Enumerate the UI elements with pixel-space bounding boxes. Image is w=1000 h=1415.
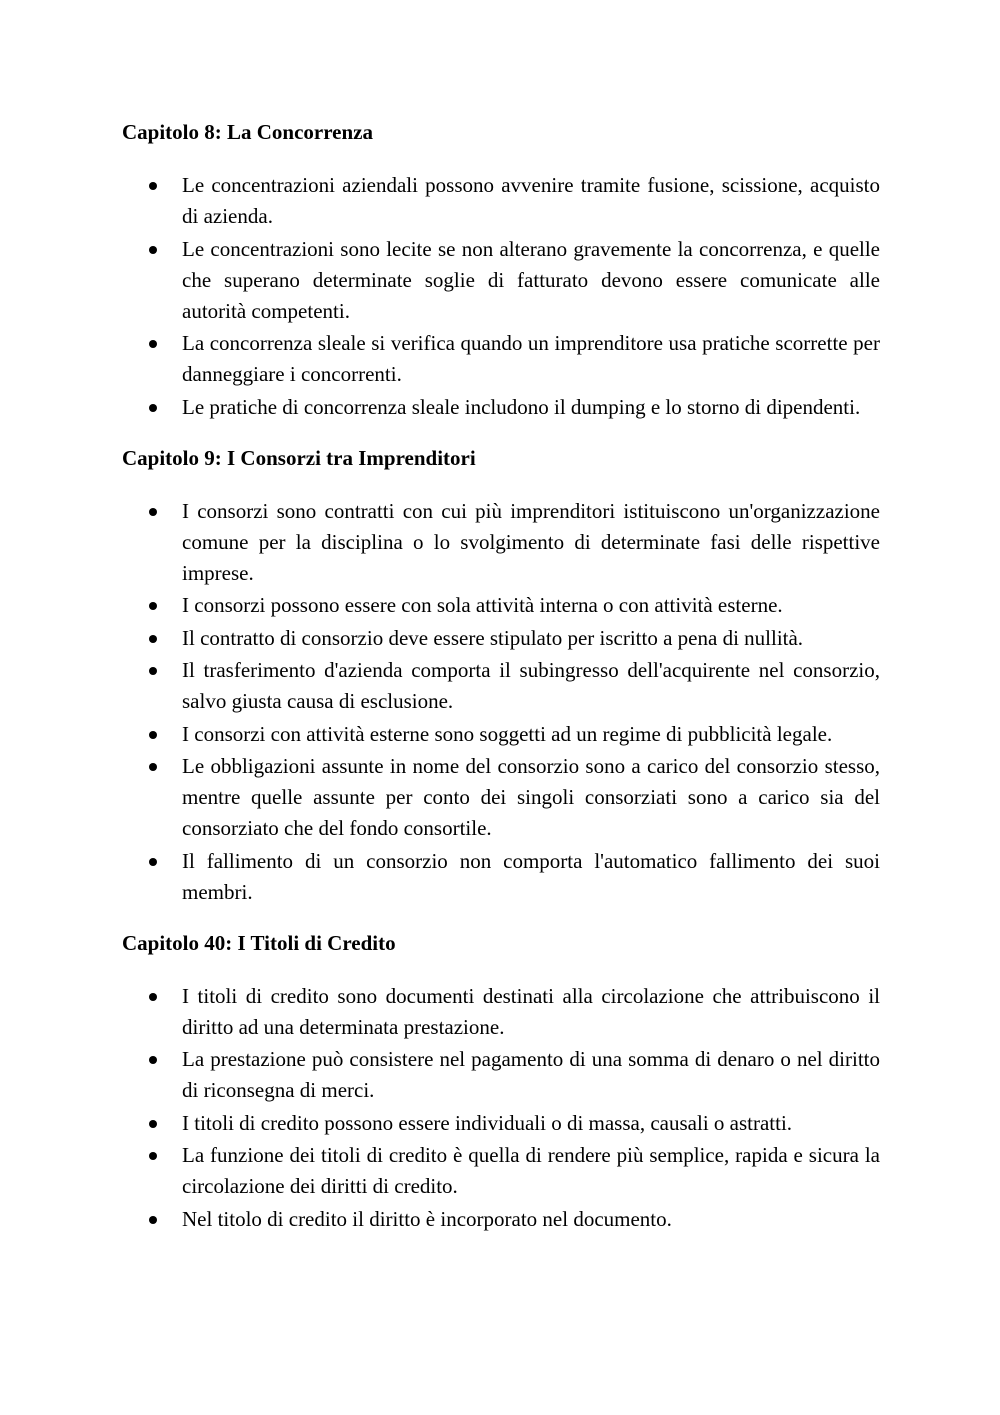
chapter-section [122,117,880,423]
bullet-icon [149,508,157,516]
list-item-text: Le obbligazioni assunte in nome del consorzio sono a carico del consorzio stesso, mentre quelle assunte per conto dei singoli consorziati sono a carico sia del consorziato che del fondo consortile. [182,754,880,840]
bullet-icon [149,182,157,190]
list-item-text: La funzione dei titoli di credito è quella di rendere più semplice, rapida e sicura la circolazione dei diritti di credito. [182,1143,880,1198]
chapter-title: Capitolo 9: I Consorzi tra Imprenditori [122,445,476,470]
bullet-list [122,981,880,1235]
list-item [122,623,880,654]
bullet-icon [149,404,157,412]
list-item [122,846,880,908]
list-item [122,655,880,717]
list-item [122,1140,880,1202]
chapter-section [122,928,880,1235]
chapter-title: Capitolo 40: I Titoli di Credito [122,930,396,955]
list-item [122,1108,880,1139]
document-content [122,117,880,1255]
bullet-icon [149,635,157,643]
list-item-text: Nel titolo di credito il diritto è incorporato nel documento. [182,1206,672,1231]
list-item [122,328,880,390]
list-item-text: Le concentrazioni aziendali possono avvenire tramite fusione, scissione, acquisto di azienda. [182,173,880,228]
list-item-text: I consorzi possono essere con sola attività interna o con attività esterne. [182,593,783,617]
bullet-icon [149,246,157,254]
list-item [122,981,880,1043]
bullet-list [122,496,880,908]
bullet-icon [149,340,157,348]
list-item-text: Le concentrazioni sono lecite se non alterano gravemente la concorrenza, e quelle che superano determinate soglie di fatturato devono essere comunicate alle autorità competenti. [182,236,880,323]
list-item [122,751,880,844]
bullet-icon [149,993,157,1001]
bullet-icon [149,1120,157,1128]
list-item-text: I titoli di credito sono documenti destinati alla circolazione che attribuiscono il diritto ad una determinata prestazione. [182,983,880,1039]
bullet-icon [149,1216,157,1224]
list-item-text: I consorzi sono contratti con cui più imprenditori istituiscono un'organizzazione comune per la disciplina o lo svolgimento di determinate fasi delle rispettive imprese. [182,498,880,585]
list-item-text: Il fallimento di un consorzio non comporta l'automatico fallimento dei suoi membri. [182,848,880,904]
list-item-text: I consorzi con attività esterne sono soggetti ad un regime di pubblicità legale. [182,721,833,746]
list-item [122,719,880,750]
bullet-icon [149,858,157,866]
chapter-section [122,443,880,908]
bullet-icon [149,763,157,771]
bullet-list [122,170,880,423]
list-item-text: Le pratiche di concorrenza sleale includono il dumping e lo storno di dipendenti. [182,394,861,419]
list-item-text: Il trasferimento d'azienda comporta il subingresso dell'acquirente nel consorzio, salvo giusta causa di esclusione. [182,658,880,713]
list-item [122,170,880,232]
list-item [122,1204,880,1235]
list-item-text: La prestazione può consistere nel pagamento di una somma di denaro o nel diritto di riconsegna di merci. [182,1047,880,1102]
list-item [122,234,880,327]
list-item [122,392,880,423]
list-item-text: La concorrenza sleale si verifica quando un imprenditore usa pratiche scorrette per danneggiare i concorrenti. [182,331,880,386]
bullet-icon [149,667,157,675]
list-item [122,1044,880,1106]
bullet-icon [149,731,157,739]
list-item-text: Il contratto di consorzio deve essere stipulato per iscritto a pena di nullità. [182,625,804,650]
list-item [122,496,880,589]
bullet-icon [149,602,157,610]
chapter-title: Capitolo 8: La Concorrenza [122,120,374,144]
list-item [122,590,880,621]
list-item-text: I titoli di credito possono essere individuali o di massa, causali o astratti. [182,1110,793,1135]
bullet-icon [149,1152,157,1160]
bullet-icon [149,1056,157,1064]
